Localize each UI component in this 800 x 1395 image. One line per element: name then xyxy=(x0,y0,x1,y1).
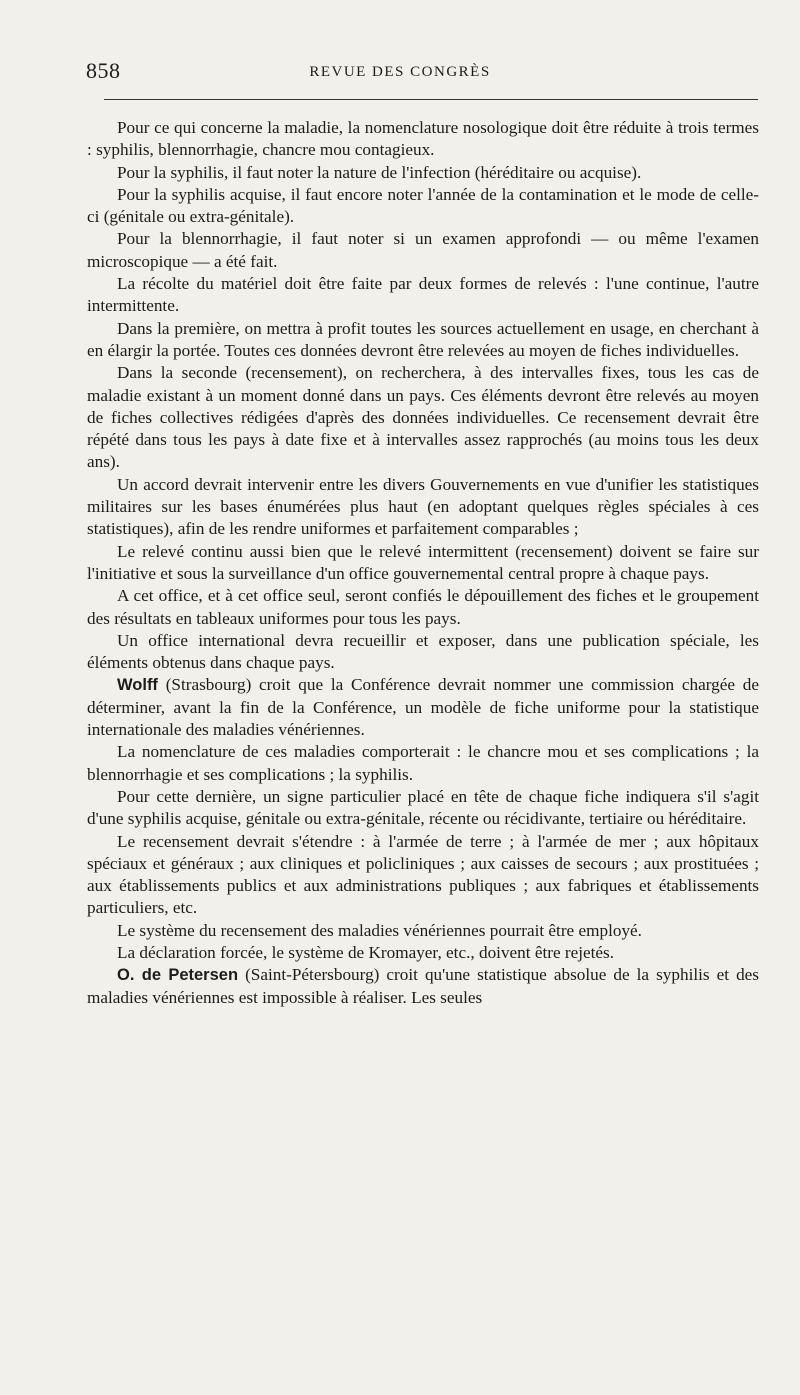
paragraph: Le système du recensement des maladies vénériennes pourrait être employé. xyxy=(117,920,642,940)
paragraph: Dans la première, on mettra à profit toutes les sources actuellement en usage, en cherchant à en élargir la portée. Toutes ces données devront être relevées au moyen de fiches individuelles. xyxy=(87,318,759,360)
paragraph: A cet office, et à cet office seul, seront confiés le dépouillement des fiches et le groupement des résultats en tableaux uniformes pour tous les pays. xyxy=(87,586,759,628)
paragraph: Pour la blennorrhagie, il faut noter si un examen approfondi — ou même l'examen microscopique — a été fait. xyxy=(87,229,759,271)
paragraph: Le recensement devrait s'étendre : à l'armée de terre ; à l'armée de mer ; aux hôpitaux spéciaux et généraux ; aux cliniques et policliniques ; aux caisses de secours ; aux prostituées ; aux établissements publics et aux administrations publiques ; aux fabriques et établissements particuliers, etc. xyxy=(87,831,759,918)
body-text xyxy=(87,117,759,1009)
paragraph: Pour la syphilis acquise, il faut encore noter l'année de la contamination et le mode de celle-ci (génitale ou extra-génitale). xyxy=(87,184,759,227)
paragraph: La récolte du matériel doit être faite par deux formes de relevés : l'une continue, l'autre intermittente. xyxy=(87,274,759,316)
paragraph-text: (Strasbourg) croit que la Conférence devrait nommer une commission chargée de déterminer, avant la fin de la Conférence, un modèle de fiche uniforme pour la statistique internationale des maladies vénériennes. xyxy=(87,675,759,740)
paragraph: La déclaration forcée, le système de Kromayer, etc., doivent être rejetés. xyxy=(117,942,615,962)
header-divider xyxy=(104,99,758,100)
paragraph: Pour la syphilis, il faut noter la nature de l'infection (héréditaire ou acquise). xyxy=(117,162,642,182)
paragraph: Un office international devra recueillir et exposer, dans une publication spéciale, les éléments obtenus dans chaque pays. xyxy=(87,630,759,673)
speaker-paragraph xyxy=(87,674,759,741)
paragraph: Pour cette dernière, un signe particulier placé en tête de chaque fiche indiquera s'il s'agit d'une syphilis acquise, génitale ou extra-génitale, récente ou récidivante, tertiaire ou héréditaire. xyxy=(87,786,759,829)
running-title: REVUE DES CONGRÈS xyxy=(309,64,491,80)
speaker-paragraph xyxy=(87,964,759,1009)
paragraph: La nomenclature de ces maladies comporterait : le chancre mou et ses complications ; la blennorrhagie et ses complications ; la syphilis. xyxy=(87,742,759,784)
paragraph: Le relevé continu aussi bien que le relevé intermittent (recensement) doivent se faire sur l'initiative et sous la surveillance d'un office gouvernemental central propre à chaque pays. xyxy=(87,541,759,583)
paragraph: Un accord devrait intervenir entre les divers Gouvernements en vue d'unifier les statistiques militaires sur les bases énumérées plus haut (en adoptant quelques règles spéciales à ces statistiques), afin de les rendre uniformes et parfaitement comparables ; xyxy=(87,474,759,539)
paragraph: Dans la seconde (recensement), on recherchera, à des intervalles fixes, tous les cas de maladie existant à un moment donné dans un pays. Ces éléments devront être relevés au moyen de fiches collectives rédigées d'après des données individuelles. Ce recensement devrait être répété dans tous les pays à date fixe et à intervalles assez rapprochés (au moins tous les deux ans). xyxy=(87,363,759,472)
speaker-name: Wolff xyxy=(117,676,158,695)
paragraph-text: (Saint-Pétersbourg) croit qu'une statistique absolue de la syphilis et des maladies vénériennes est impossible à réaliser. Les seules xyxy=(87,965,759,1007)
speaker-name: O. de Petersen xyxy=(117,966,239,985)
paragraph: Pour ce qui concerne la maladie, la nomenclature nosologique doit être réduite à trois termes : syphilis, blennorrhagie, chancre mou contagieux. xyxy=(87,118,759,160)
page-number: 858 xyxy=(86,58,121,83)
